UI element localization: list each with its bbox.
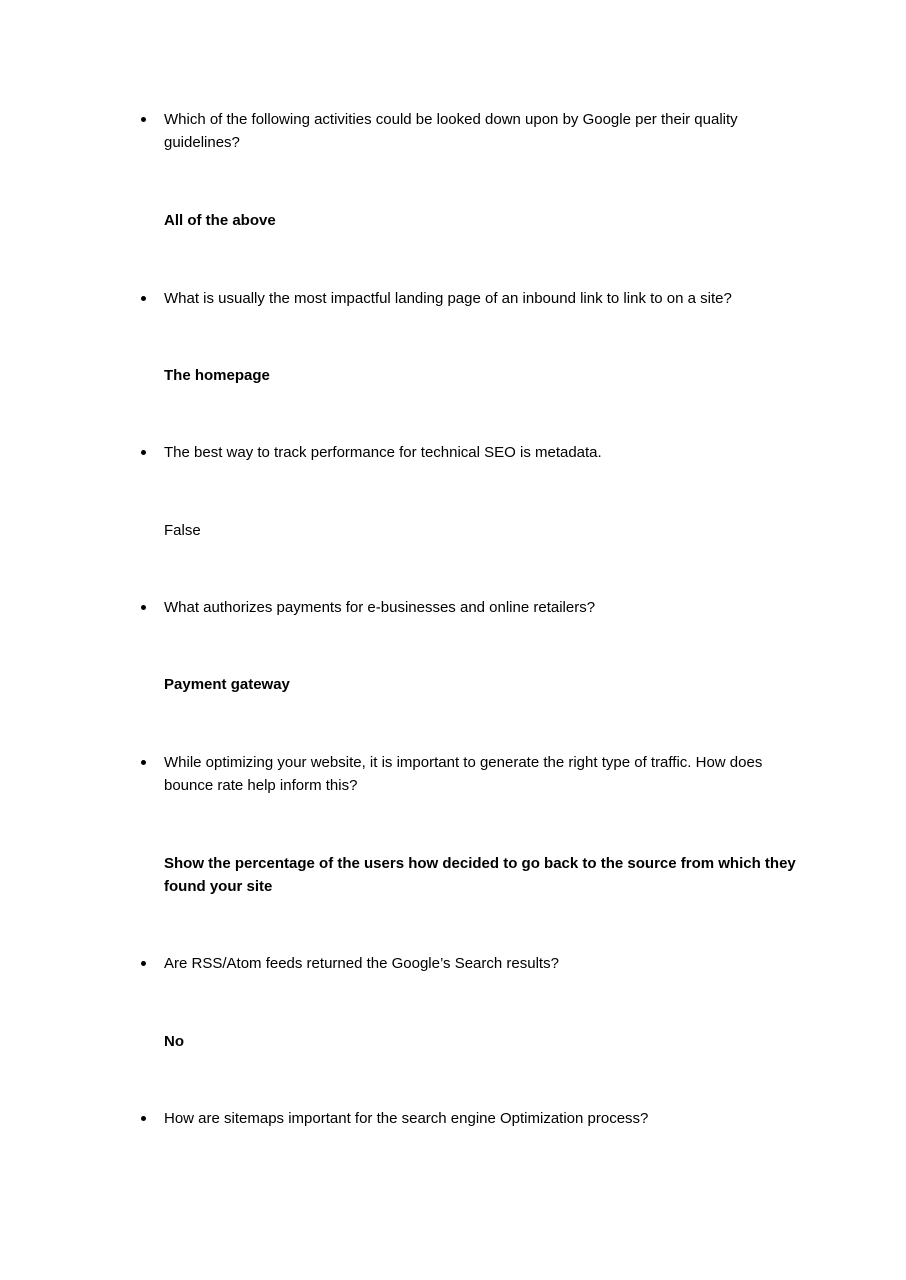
answer-text: All of the above bbox=[164, 212, 276, 229]
question-text: Which of the following activities could be looked down upon by Google per their quality guidelines? bbox=[164, 111, 738, 151]
bullet-icon bbox=[136, 751, 150, 774]
question-item bbox=[164, 952, 804, 975]
bullet-icon bbox=[136, 596, 150, 619]
bullet-icon bbox=[136, 287, 150, 310]
question-text: What authorizes payments for e-businesses and online retailers? bbox=[164, 599, 596, 616]
answer-text: Payment gateway bbox=[164, 676, 290, 693]
question-item bbox=[164, 108, 804, 154]
question-text: While optimizing your website, it is important to generate the right type of traffic. How does bounce rate help inform this? bbox=[164, 754, 763, 794]
bullet-icon bbox=[136, 108, 150, 131]
question-text: What is usually the most impactful landing page of an inbound link to link to on a site? bbox=[164, 290, 732, 307]
question-item bbox=[164, 596, 804, 619]
question-text: The best way to track performance for technical SEO is metadata. bbox=[164, 444, 602, 461]
question-text: How are sitemaps important for the search engine Optimization process? bbox=[164, 1110, 649, 1127]
question-item bbox=[164, 751, 804, 797]
answer-text: Show the percentage of the users how decided to go back to the source from which they found your site bbox=[164, 855, 796, 895]
question-item bbox=[164, 441, 804, 464]
answer-text: The homepage bbox=[164, 367, 270, 384]
question-item bbox=[164, 1107, 804, 1130]
bullet-icon bbox=[136, 1107, 150, 1130]
answer-text: No bbox=[164, 1033, 184, 1050]
question-item bbox=[164, 287, 804, 310]
question-text: Are RSS/Atom feeds returned the Google’s Search results? bbox=[164, 955, 559, 972]
bullet-icon bbox=[136, 952, 150, 975]
answer-text: False bbox=[164, 522, 201, 539]
bullet-icon bbox=[136, 441, 150, 464]
